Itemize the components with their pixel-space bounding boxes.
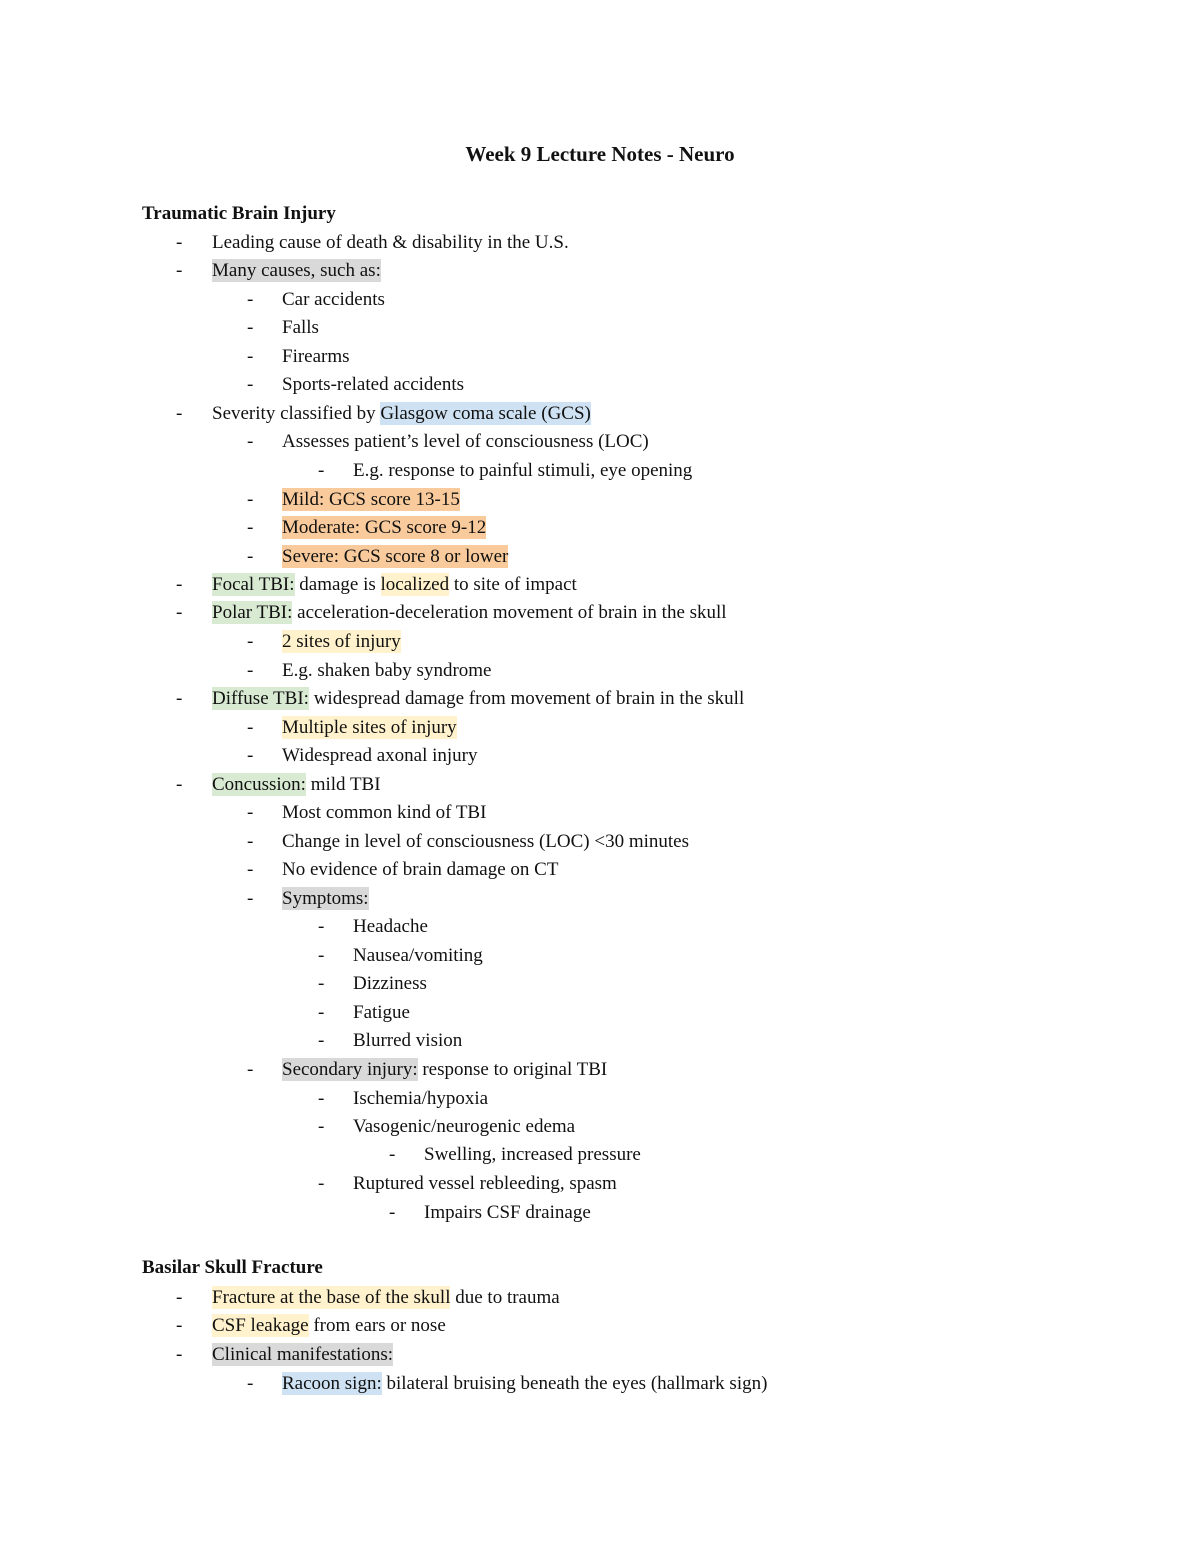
list-item: Clinical manifestations:	[212, 1344, 393, 1365]
list-item: Most common kind of TBI	[282, 802, 487, 823]
list-item: Mild: GCS score 13-15	[282, 489, 460, 510]
list-item: Symptoms:	[282, 888, 369, 909]
bullet-dash: -	[318, 1030, 325, 1051]
bullet-dash: -	[318, 973, 325, 994]
list-item: Ischemia/hypoxia	[353, 1088, 489, 1109]
bullet-dash: -	[318, 1002, 325, 1023]
bullet-dash: -	[318, 1173, 325, 1194]
list-item: Moderate: GCS score 9-12	[282, 517, 487, 538]
list-item: Firearms	[282, 346, 350, 367]
bullet-dash: -	[176, 774, 183, 795]
list-item: 2 sites of injury	[282, 631, 401, 652]
list-item: Polar TBI: acceleration-deceleration movement of brain in the skull	[212, 602, 727, 623]
bullet-dash: -	[247, 317, 254, 338]
bullet-dash: -	[318, 916, 325, 937]
bullet-dash: -	[247, 431, 254, 452]
bullet-dash: -	[247, 489, 254, 510]
list-item: Change in level of consciousness (LOC) <30 minutes	[282, 831, 690, 852]
bullet-dash: -	[176, 1315, 183, 1336]
bullet-dash: -	[176, 688, 183, 709]
list-item: Blurred vision	[353, 1030, 463, 1051]
bullet-dash: -	[176, 574, 183, 595]
section-heading-basilar: Basilar Skull Fracture	[142, 1257, 323, 1278]
list-item: Concussion: mild TBI	[212, 774, 381, 795]
bullet-dash: -	[247, 717, 254, 738]
bullet-dash: -	[247, 546, 254, 567]
bullet-dash: -	[247, 631, 254, 652]
bullet-dash: -	[176, 403, 183, 424]
bullet-dash: -	[176, 260, 183, 281]
bullet-dash: -	[247, 888, 254, 909]
list-item: CSF leakage from ears or nose	[212, 1315, 446, 1336]
bullet-dash: -	[176, 232, 183, 253]
list-item: No evidence of brain damage on CT	[282, 859, 559, 880]
bullet-dash: -	[247, 1059, 254, 1080]
list-item: Ruptured vessel rebleeding, spasm	[353, 1173, 617, 1194]
bullet-dash: -	[389, 1202, 396, 1223]
list-item: Severity classified by Glasgow coma scale (GCS)	[212, 403, 591, 424]
list-item: Assesses patient’s level of consciousness (LOC)	[282, 431, 649, 452]
list-item: Sports-related accidents	[282, 374, 465, 395]
list-item: Many causes, such as:	[212, 260, 381, 281]
bullet-dash: -	[247, 802, 254, 823]
list-item: Dizziness	[353, 973, 427, 994]
list-item: Widespread axonal injury	[282, 745, 478, 766]
bullet-dash: -	[247, 346, 254, 367]
list-item: Headache	[353, 916, 428, 937]
list-item: Focal TBI: damage is localized to site of impact	[212, 574, 577, 595]
bullet-dash: -	[318, 1116, 325, 1137]
bullet-dash: -	[389, 1144, 396, 1165]
bullet-dash: -	[318, 1088, 325, 1109]
list-item: Multiple sites of injury	[282, 717, 457, 738]
bullet-dash: -	[176, 602, 183, 623]
list-item: E.g. response to painful stimuli, eye opening	[353, 460, 693, 481]
bullet-dash: -	[247, 831, 254, 852]
list-item: Swelling, increased pressure	[424, 1144, 641, 1165]
section-heading-tbi: Traumatic Brain Injury	[142, 203, 336, 224]
bullet-dash: -	[247, 374, 254, 395]
bullet-dash: -	[247, 745, 254, 766]
list-item: Secondary injury: response to original TBI	[282, 1059, 608, 1080]
list-item: Impairs CSF drainage	[424, 1202, 591, 1223]
bullet-dash: -	[247, 660, 254, 681]
list-item: E.g. shaken baby syndrome	[282, 660, 492, 681]
list-item: Diffuse TBI: widespread damage from movement of brain in the skull	[212, 688, 745, 709]
list-item: Nausea/vomiting	[353, 945, 483, 966]
list-item: Fracture at the base of the skull due to trauma	[212, 1287, 560, 1308]
bullet-dash: -	[247, 859, 254, 880]
bullet-dash: -	[176, 1344, 183, 1365]
bullet-dash: -	[247, 1373, 254, 1394]
page-title: Week 9 Lecture Notes - Neuro	[465, 142, 735, 166]
list-item: Car accidents	[282, 289, 385, 310]
list-item: Severe: GCS score 8 or lower	[282, 546, 509, 567]
list-item: Vasogenic/neurogenic edema	[353, 1116, 576, 1137]
bullet-dash: -	[318, 460, 325, 481]
list-item: Leading cause of death & disability in the U.S.	[212, 232, 569, 253]
bullet-dash: -	[247, 517, 254, 538]
list-item: Racoon sign: bilateral bruising beneath the eyes (hallmark sign)	[282, 1373, 768, 1394]
list-item: Fatigue	[353, 1002, 410, 1023]
bullet-dash: -	[247, 289, 254, 310]
list-item: Falls	[282, 317, 319, 338]
bullet-dash: -	[318, 945, 325, 966]
bullet-dash: -	[176, 1287, 183, 1308]
